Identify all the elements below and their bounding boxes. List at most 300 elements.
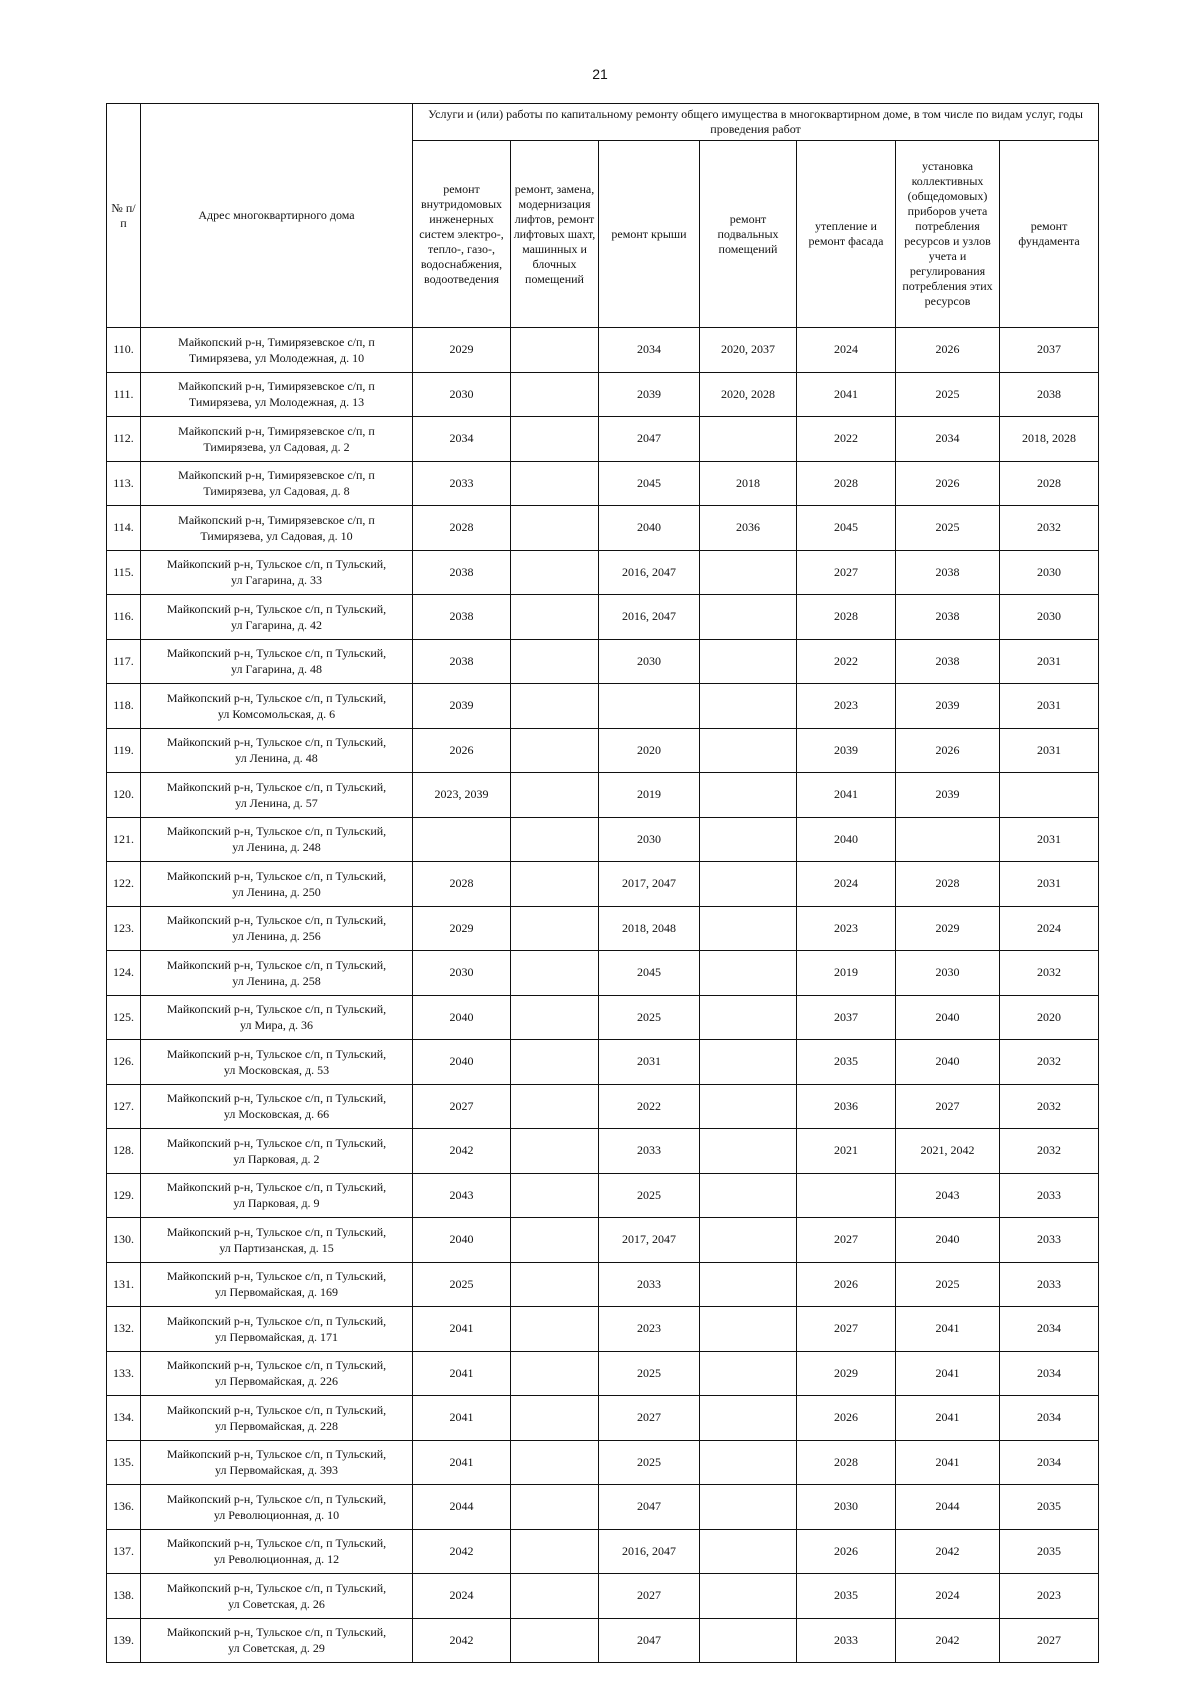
year-cell-basement [700,817,797,862]
year-cell-meters: 2030 [896,951,1000,996]
header-num: № п/п [107,104,141,328]
year-cell-elevators [511,461,599,506]
year-cell-facade: 2030 [797,1485,896,1530]
year-cell-basement [700,1173,797,1218]
year-cell-roof: 2017, 2047 [599,1218,700,1263]
address-line-2: Тимирязева, ул Молодежная, д. 13 [188,395,365,410]
year-cell-facade: 2041 [797,773,896,818]
address-line-1: Майкопский р-н, Тимирязевское с/п, п [178,379,375,394]
year-cell-roof: 2047 [599,417,700,462]
address-cell [141,684,413,729]
row-number: 131. [107,1262,141,1307]
year-cell-engineering-systems: 2038 [413,550,511,595]
year-cell-elevators [511,728,599,773]
year-cell-facade [797,1173,896,1218]
year-cell-meters: 2026 [896,328,1000,373]
year-cell-facade: 2023 [797,906,896,951]
address-line-2: ул Московская, д. 53 [223,1062,330,1077]
address-cell [141,1084,413,1129]
year-cell-foundation: 2034 [1000,1396,1099,1441]
year-cell-elevators [511,1440,599,1485]
row-number: 121. [107,817,141,862]
address-cell [141,1574,413,1619]
year-cell-roof: 2019 [599,773,700,818]
year-cell-elevators [511,1307,599,1352]
address-line-1: Майкопский р-н, Тульское с/п, п Тульский, [166,646,387,661]
header-basement: ремонт подвальных помещений [700,141,797,328]
year-cell-engineering-systems: 2030 [413,372,511,417]
address-cell [141,817,413,862]
year-cell-facade: 2045 [797,506,896,551]
year-cell-elevators [511,951,599,996]
address-line-2: ул Парковая, д. 2 [233,1151,320,1166]
year-cell-facade: 2035 [797,1574,896,1619]
year-cell-engineering-systems: 2042 [413,1618,511,1663]
year-cell-basement [700,1218,797,1263]
header-services-group: Услуги и (или) работы по капитальному ремонту общего имущества в многоквартирном доме, в том числе по видам услуг, годы проведения работ [413,104,1099,141]
year-cell-elevators [511,1173,599,1218]
year-cell-facade: 2022 [797,639,896,684]
address-line-2: ул Ленина, д. 248 [232,840,321,855]
year-cell-foundation: 2035 [1000,1485,1099,1530]
address-line-1: Майкопский р-н, Тульское с/п, п Тульский, [166,1358,387,1373]
table-row [107,328,1099,373]
address-line-2: Тимирязева, ул Молодежная, д. 10 [188,350,365,365]
year-cell-foundation: 2038 [1000,372,1099,417]
address-line-1: Майкопский р-н, Тульское с/п, п Тульский, [166,957,387,972]
year-cell-foundation: 2031 [1000,639,1099,684]
year-cell-roof: 2030 [599,817,700,862]
row-number: 133. [107,1351,141,1396]
table-row [107,773,1099,818]
address-line-2: Тимирязева, ул Садовая, д. 8 [203,484,350,499]
year-cell-basement [700,1574,797,1619]
table-row [107,1173,1099,1218]
address-line-1: Майкопский р-н, Тульское с/п, п Тульский, [166,1091,387,1106]
year-cell-meters: 2038 [896,595,1000,640]
year-cell-foundation: 2037 [1000,328,1099,373]
address-cell [141,1218,413,1263]
year-cell-engineering-systems: 2038 [413,595,511,640]
year-cell-elevators [511,1084,599,1129]
year-cell-basement [700,1084,797,1129]
address-cell [141,1129,413,1174]
address-line-1: Майкопский р-н, Тульское с/п, п Тульский, [166,1046,387,1061]
year-cell-elevators [511,1351,599,1396]
year-cell-basement [700,1129,797,1174]
year-cell-meters: 2021, 2042 [896,1129,1000,1174]
year-cell-facade: 2033 [797,1618,896,1663]
row-number: 134. [107,1396,141,1441]
year-cell-roof: 2016, 2047 [599,550,700,595]
year-cell-basement [700,417,797,462]
year-cell-engineering-systems: 2023, 2039 [413,773,511,818]
address-line-2: ул Гагарина, д. 48 [231,662,322,677]
address-line-2: ул Революционная, д. 10 [213,1507,340,1522]
row-number: 126. [107,1040,141,1085]
row-number: 128. [107,1129,141,1174]
table-body [107,328,1099,1663]
address-cell [141,639,413,684]
year-cell-meters: 2041 [896,1307,1000,1352]
year-cell-meters: 2040 [896,1040,1000,1085]
address-cell [141,461,413,506]
address-line-1: Майкопский р-н, Тимирязевское с/п, п [178,468,375,483]
year-cell-elevators [511,639,599,684]
address-line-2: ул Первомайская, д. 169 [215,1285,338,1300]
year-cell-facade: 2029 [797,1351,896,1396]
year-cell-roof: 2023 [599,1307,700,1352]
table-row [107,906,1099,951]
address-line-2: ул Первомайская, д. 171 [215,1329,338,1344]
year-cell-engineering-systems: 2026 [413,728,511,773]
row-number: 111. [107,372,141,417]
year-cell-basement [700,728,797,773]
year-cell-foundation: 2034 [1000,1440,1099,1485]
year-cell-facade: 2036 [797,1084,896,1129]
table-row [107,1396,1099,1441]
address-line-1: Майкопский р-н, Тульское с/п, п Тульский, [166,1536,387,1551]
year-cell-meters: 2038 [896,550,1000,595]
year-cell-basement [700,1040,797,1085]
year-cell-engineering-systems: 2044 [413,1485,511,1530]
year-cell-engineering-systems: 2039 [413,684,511,729]
address-cell [141,417,413,462]
address-line-2: ул Ленина, д. 57 [235,795,318,810]
year-cell-roof: 2022 [599,1084,700,1129]
address-line-1: Майкопский р-н, Тульское с/п, п Тульский, [166,1402,387,1417]
address-cell [141,728,413,773]
address-line-1: Майкопский р-н, Тульское с/п, п Тульский, [166,690,387,705]
year-cell-basement [700,906,797,951]
year-cell-roof: 2031 [599,1040,700,1085]
year-cell-basement: 2018 [700,461,797,506]
year-cell-meters: 2026 [896,728,1000,773]
year-cell-engineering-systems: 2024 [413,1574,511,1619]
year-cell-meters: 2034 [896,417,1000,462]
year-cell-engineering-systems: 2038 [413,639,511,684]
table-row [107,595,1099,640]
address-line-2: Тимирязева, ул Садовая, д. 2 [203,439,350,454]
year-cell-basement [700,951,797,996]
year-cell-facade: 2026 [797,1529,896,1574]
row-number: 113. [107,461,141,506]
row-number: 122. [107,862,141,907]
header-foundation: ремонт фундамента [1000,141,1099,328]
row-number: 138. [107,1574,141,1619]
year-cell-foundation: 2033 [1000,1173,1099,1218]
year-cell-elevators [511,684,599,729]
year-cell-engineering-systems: 2040 [413,1040,511,1085]
row-number: 119. [107,728,141,773]
table-row [107,372,1099,417]
year-cell-foundation: 2034 [1000,1351,1099,1396]
year-cell-foundation: 2018, 2028 [1000,417,1099,462]
year-cell-elevators [511,328,599,373]
year-cell-elevators [511,1218,599,1263]
table-row [107,995,1099,1040]
year-cell-meters: 2025 [896,506,1000,551]
year-cell-basement: 2020, 2037 [700,328,797,373]
address-cell [141,595,413,640]
year-cell-basement: 2036 [700,506,797,551]
table-row [107,951,1099,996]
address-line-1: Майкопский р-н, Тульское с/п, п Тульский, [166,1313,387,1328]
row-number: 125. [107,995,141,1040]
address-line-2: Тимирязева, ул Садовая, д. 10 [200,528,353,543]
table-row [107,817,1099,862]
address-cell [141,1173,413,1218]
address-cell [141,995,413,1040]
year-cell-roof: 2025 [599,995,700,1040]
year-cell-roof: 2027 [599,1396,700,1441]
year-cell-elevators [511,995,599,1040]
address-cell [141,951,413,996]
address-line-2: ул Ленина, д. 256 [232,929,321,944]
header-roof: ремонт крыши [599,141,700,328]
year-cell-elevators [511,1529,599,1574]
year-cell-basement [700,1396,797,1441]
year-cell-roof: 2039 [599,372,700,417]
header-address: Адрес многоквартирного дома [141,104,413,328]
address-line-2: ул Ленина, д. 250 [232,884,321,899]
year-cell-engineering-systems: 2028 [413,862,511,907]
year-cell-roof: 2047 [599,1618,700,1663]
address-line-1: Майкопский р-н, Тульское с/п, п Тульский, [166,1224,387,1239]
address-line-1: Майкопский р-н, Тимирязевское с/п, п [178,334,375,349]
year-cell-elevators [511,372,599,417]
year-cell-engineering-systems: 2042 [413,1529,511,1574]
year-cell-roof: 2040 [599,506,700,551]
year-cell-elevators [511,1129,599,1174]
row-number: 110. [107,328,141,373]
year-cell-foundation: 2020 [1000,995,1099,1040]
year-cell-elevators [511,817,599,862]
address-line-1: Майкопский р-н, Тульское с/п, п Тульский, [166,557,387,572]
year-cell-foundation: 2030 [1000,595,1099,640]
address-cell [141,1040,413,1085]
year-cell-meters: 2041 [896,1351,1000,1396]
table-row [107,1574,1099,1619]
year-cell-engineering-systems: 2030 [413,951,511,996]
year-cell-roof [599,684,700,729]
header-engineering-systems: ремонт внутридомовых инженерных систем электро-, тепло-, газо-, водоснабжения, водоотведения [413,141,511,328]
year-cell-elevators [511,550,599,595]
year-cell-engineering-systems: 2041 [413,1307,511,1352]
year-cell-elevators [511,506,599,551]
year-cell-elevators [511,595,599,640]
address-line-2: ул Парковая, д. 9 [233,1196,320,1211]
address-line-1: Майкопский р-н, Тульское с/п, п Тульский, [166,824,387,839]
table-row [107,728,1099,773]
year-cell-facade: 2024 [797,328,896,373]
header-facade: утепление и ремонт фасада [797,141,896,328]
year-cell-facade: 2028 [797,461,896,506]
year-cell-elevators [511,862,599,907]
year-cell-engineering-systems: 2034 [413,417,511,462]
row-number: 137. [107,1529,141,1574]
year-cell-foundation: 2032 [1000,506,1099,551]
year-cell-elevators [511,1618,599,1663]
address-line-2: ул Партизанская, д. 15 [219,1240,334,1255]
year-cell-basement: 2020, 2028 [700,372,797,417]
address-line-1: Майкопский р-н, Тульское с/п, п Тульский, [166,1002,387,1017]
address-cell [141,550,413,595]
row-number: 124. [107,951,141,996]
row-number: 127. [107,1084,141,1129]
row-number: 120. [107,773,141,818]
year-cell-facade: 2027 [797,550,896,595]
year-cell-meters: 2029 [896,906,1000,951]
year-cell-facade: 2026 [797,1262,896,1307]
year-cell-foundation: 2028 [1000,461,1099,506]
year-cell-foundation: 2032 [1000,1040,1099,1085]
year-cell-engineering-systems: 2043 [413,1173,511,1218]
year-cell-meters: 2028 [896,862,1000,907]
year-cell-basement [700,1262,797,1307]
table-row [107,862,1099,907]
year-cell-meters: 2040 [896,995,1000,1040]
year-cell-basement [700,773,797,818]
address-line-2: ул Советская, д. 26 [228,1596,325,1611]
year-cell-engineering-systems: 2040 [413,995,511,1040]
year-cell-meters: 2024 [896,1574,1000,1619]
year-cell-facade: 2027 [797,1218,896,1263]
year-cell-basement [700,1307,797,1352]
year-cell-roof: 2025 [599,1351,700,1396]
year-cell-foundation: 2033 [1000,1218,1099,1263]
table-row [107,1040,1099,1085]
year-cell-elevators [511,417,599,462]
address-line-1: Майкопский р-н, Тульское с/п, п Тульский, [166,913,387,928]
address-line-2: ул Комсомольская, д. 6 [217,706,336,721]
address-line-1: Майкопский р-н, Тульское с/п, п Тульский, [166,1269,387,1284]
year-cell-foundation: 2031 [1000,684,1099,729]
year-cell-foundation: 2023 [1000,1574,1099,1619]
year-cell-basement [700,1618,797,1663]
year-cell-roof: 2025 [599,1440,700,1485]
year-cell-facade: 2026 [797,1396,896,1441]
year-cell-foundation: 2030 [1000,550,1099,595]
address-line-1: Майкопский р-н, Тульское с/п, п Тульский, [166,1625,387,1640]
address-cell [141,328,413,373]
year-cell-meters [896,817,1000,862]
year-cell-basement [700,550,797,595]
address-line-1: Майкопский р-н, Тимирязевское с/п, п [178,512,375,527]
year-cell-meters: 2039 [896,684,1000,729]
year-cell-engineering-systems: 2041 [413,1351,511,1396]
table-row [107,506,1099,551]
row-number: 123. [107,906,141,951]
year-cell-foundation: 2032 [1000,951,1099,996]
year-cell-basement [700,1351,797,1396]
year-cell-facade: 2023 [797,684,896,729]
year-cell-foundation: 2032 [1000,1129,1099,1174]
year-cell-foundation: 2034 [1000,1307,1099,1352]
year-cell-meters: 2027 [896,1084,1000,1129]
year-cell-roof: 2045 [599,461,700,506]
header-meters: установка коллективных (общедомовых) приборов учета потребления ресурсов и узлов учета и регулирования потребления этих ресурсов [896,141,1000,328]
address-cell [141,862,413,907]
address-line-1: Майкопский р-н, Тимирязевское с/п, п [178,423,375,438]
table-row [107,1351,1099,1396]
address-cell [141,372,413,417]
table-row [107,1218,1099,1263]
year-cell-meters: 2025 [896,1262,1000,1307]
year-cell-basement [700,1485,797,1530]
address-cell [141,1396,413,1441]
table-row [107,417,1099,462]
row-number: 136. [107,1485,141,1530]
year-cell-basement [700,995,797,1040]
row-number: 117. [107,639,141,684]
year-cell-roof: 2034 [599,328,700,373]
address-cell [141,773,413,818]
header-elevators: ремонт, замена, модернизация лифтов, ремонт лифтовых шахт, машинных и блочных помещений [511,141,599,328]
address-line-1: Майкопский р-н, Тульское с/п, п Тульский, [166,1180,387,1195]
address-line-2: ул Революционная, д. 12 [213,1552,340,1567]
address-line-2: ул Московская, д. 66 [223,1107,330,1122]
address-line-1: Майкопский р-н, Тульское с/п, п Тульский, [166,735,387,750]
address-line-2: ул Советская, д. 29 [228,1641,325,1656]
year-cell-meters: 2039 [896,773,1000,818]
year-cell-facade: 2022 [797,417,896,462]
year-cell-facade: 2021 [797,1129,896,1174]
year-cell-engineering-systems [413,817,511,862]
year-cell-facade: 2028 [797,595,896,640]
address-line-2: ул Ленина, д. 48 [235,751,318,766]
year-cell-engineering-systems: 2041 [413,1396,511,1441]
row-number: 139. [107,1618,141,1663]
table-row [107,1262,1099,1307]
year-cell-foundation: 2031 [1000,728,1099,773]
year-cell-facade: 2028 [797,1440,896,1485]
row-number: 129. [107,1173,141,1218]
year-cell-facade: 2035 [797,1040,896,1085]
table-row [107,550,1099,595]
year-cell-meters: 2038 [896,639,1000,684]
year-cell-basement [700,595,797,640]
address-line-1: Майкопский р-н, Тульское с/п, п Тульский, [166,868,387,883]
year-cell-foundation: 2032 [1000,1084,1099,1129]
address-cell [141,1307,413,1352]
year-cell-meters: 2042 [896,1618,1000,1663]
year-cell-basement [700,639,797,684]
year-cell-facade: 2027 [797,1307,896,1352]
table-row [107,639,1099,684]
table-row [107,1618,1099,1663]
year-cell-basement [700,862,797,907]
row-number: 135. [107,1440,141,1485]
row-number: 130. [107,1218,141,1263]
address-cell [141,1529,413,1574]
year-cell-elevators [511,1485,599,1530]
year-cell-engineering-systems: 2041 [413,1440,511,1485]
year-cell-meters: 2043 [896,1173,1000,1218]
year-cell-elevators [511,1262,599,1307]
year-cell-elevators [511,1574,599,1619]
year-cell-meters: 2041 [896,1396,1000,1441]
address-line-1: Майкопский р-н, Тульское с/п, п Тульский, [166,1491,387,1506]
address-line-2: ул Первомайская, д. 393 [215,1463,338,1478]
year-cell-roof: 2016, 2047 [599,1529,700,1574]
year-cell-elevators [511,1396,599,1441]
year-cell-engineering-systems: 2042 [413,1129,511,1174]
year-cell-meters: 2041 [896,1440,1000,1485]
year-cell-roof: 2018, 2048 [599,906,700,951]
year-cell-foundation: 2031 [1000,817,1099,862]
table-row [107,1440,1099,1485]
